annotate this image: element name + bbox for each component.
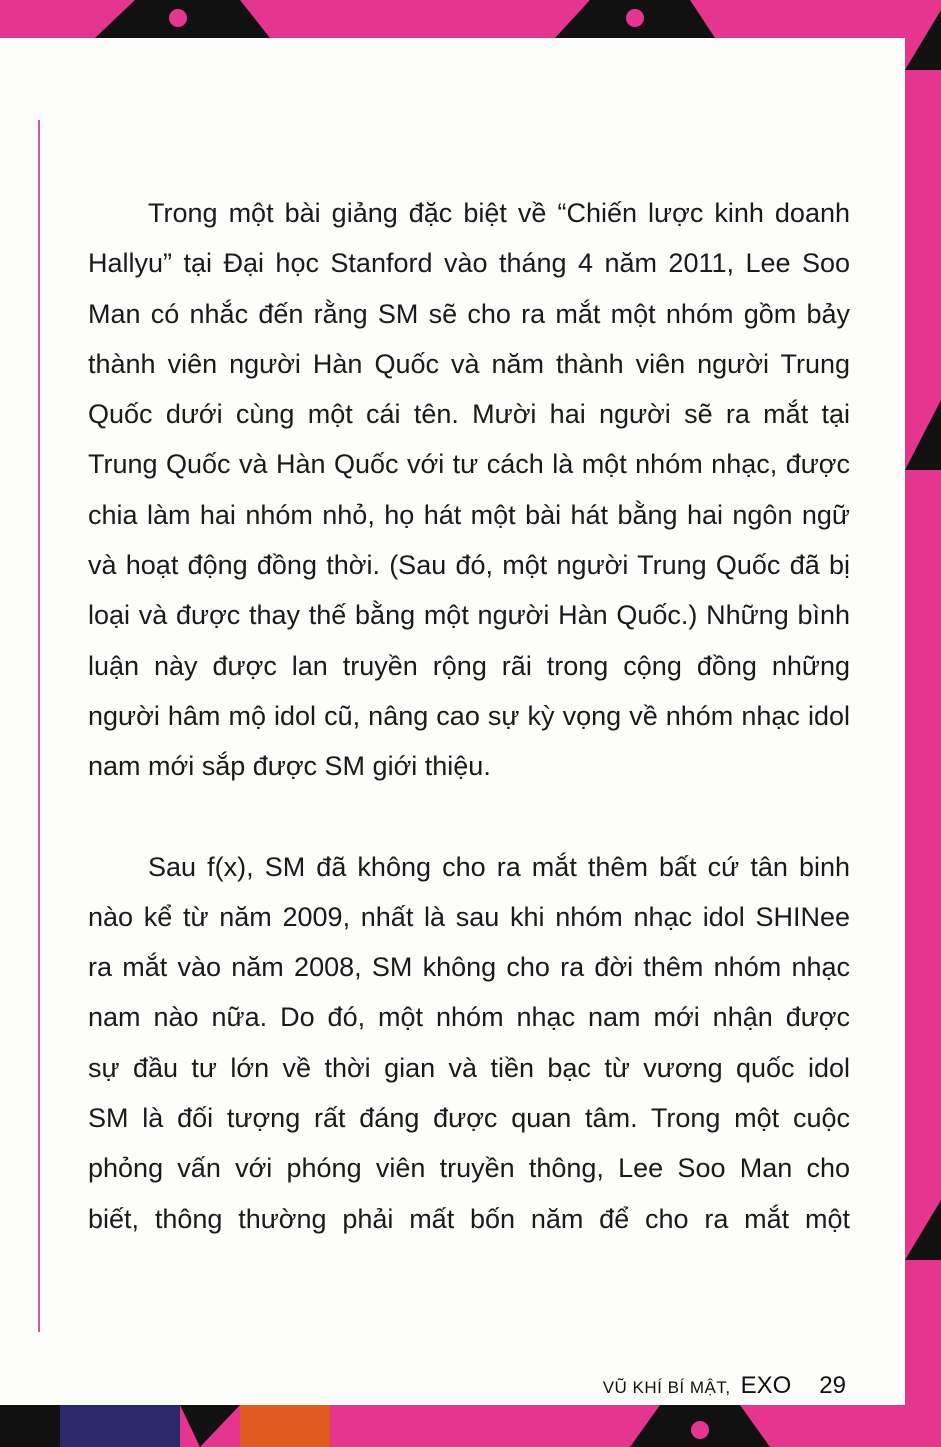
text-line: phỏng vấn với phóng viên truyền thông, Lee Soo Man cho <box>88 1153 850 1184</box>
text-line: chia làm hai nhóm nhỏ, họ hát một bài hát bằng hai ngôn ngữ <box>88 499 850 530</box>
text-line: thành viên người Hàn Quốc và năm thành viên người Trung <box>88 348 850 379</box>
text-line: Trong một bài giảng đặc biệt về “Chiến lược kinh doanh <box>148 198 850 228</box>
page-number: 29 <box>819 1372 846 1399</box>
text-line: nam mới sắp được SM giới thiệu. <box>88 751 491 782</box>
text-line: và hoạt động đồng thời. (Sau đó, một người Trung Quốc đã bị <box>88 550 850 581</box>
text-line: người hâm mộ idol cũ, nâng cao sự kỳ vọng về nhóm nhạc idol <box>88 700 850 731</box>
text-line: Quốc dưới cùng một cái tên. Mười hai người sẽ ra mắt tại <box>88 399 850 430</box>
running-title: VŨ KHÍ BÍ MẬT, <box>602 1378 731 1397</box>
text-line: Hallyu” tại Đại học Stanford vào tháng 4 năm 2011, Lee Soo <box>88 248 850 279</box>
text-line: nào kể từ năm 2009, nhất là sau khi nhóm nhạc idol SHINee <box>88 901 850 932</box>
text-line: biết, thông thường phải mất bốn năm để cho ra mắt một <box>88 1203 850 1234</box>
margin-rule <box>38 120 40 1332</box>
text-line: Trung Quốc và Hàn Quốc với tư cách là một nhóm nhạc, được <box>88 449 850 480</box>
text-line: nam nào nữa. Do đó, một nhóm nhạc nam mới nhận được <box>88 1002 850 1033</box>
running-title-exo: EXO <box>740 1372 792 1399</box>
page-footer <box>603 1372 846 1400</box>
body-text <box>88 188 850 1244</box>
text-line: SM là đối tượng rất đáng được quan tâm. Trong một cuộc <box>88 1103 850 1134</box>
text-line: Sau f(x), SM đã không cho ra mắt thêm bất cứ tân binh <box>148 851 850 882</box>
text-line: loại và được thay thế bằng một người Hàn Quốc.) Những bình <box>88 600 850 631</box>
paragraph-2 <box>88 842 850 1244</box>
text-line: ra mắt vào năm 2008, SM không cho ra đời thêm nhóm nhạc <box>88 952 850 983</box>
paragraph-1 <box>88 188 850 792</box>
text-line: sự đầu tư lớn về thời gian và tiền bạc từ vương quốc idol <box>88 1052 850 1083</box>
text-line: Man có nhắc đến rằng SM sẽ cho ra mắt một nhóm gồm bảy <box>88 298 850 329</box>
text-line: luận này được lan truyền rộng rãi trong cộng đồng những <box>88 650 850 681</box>
